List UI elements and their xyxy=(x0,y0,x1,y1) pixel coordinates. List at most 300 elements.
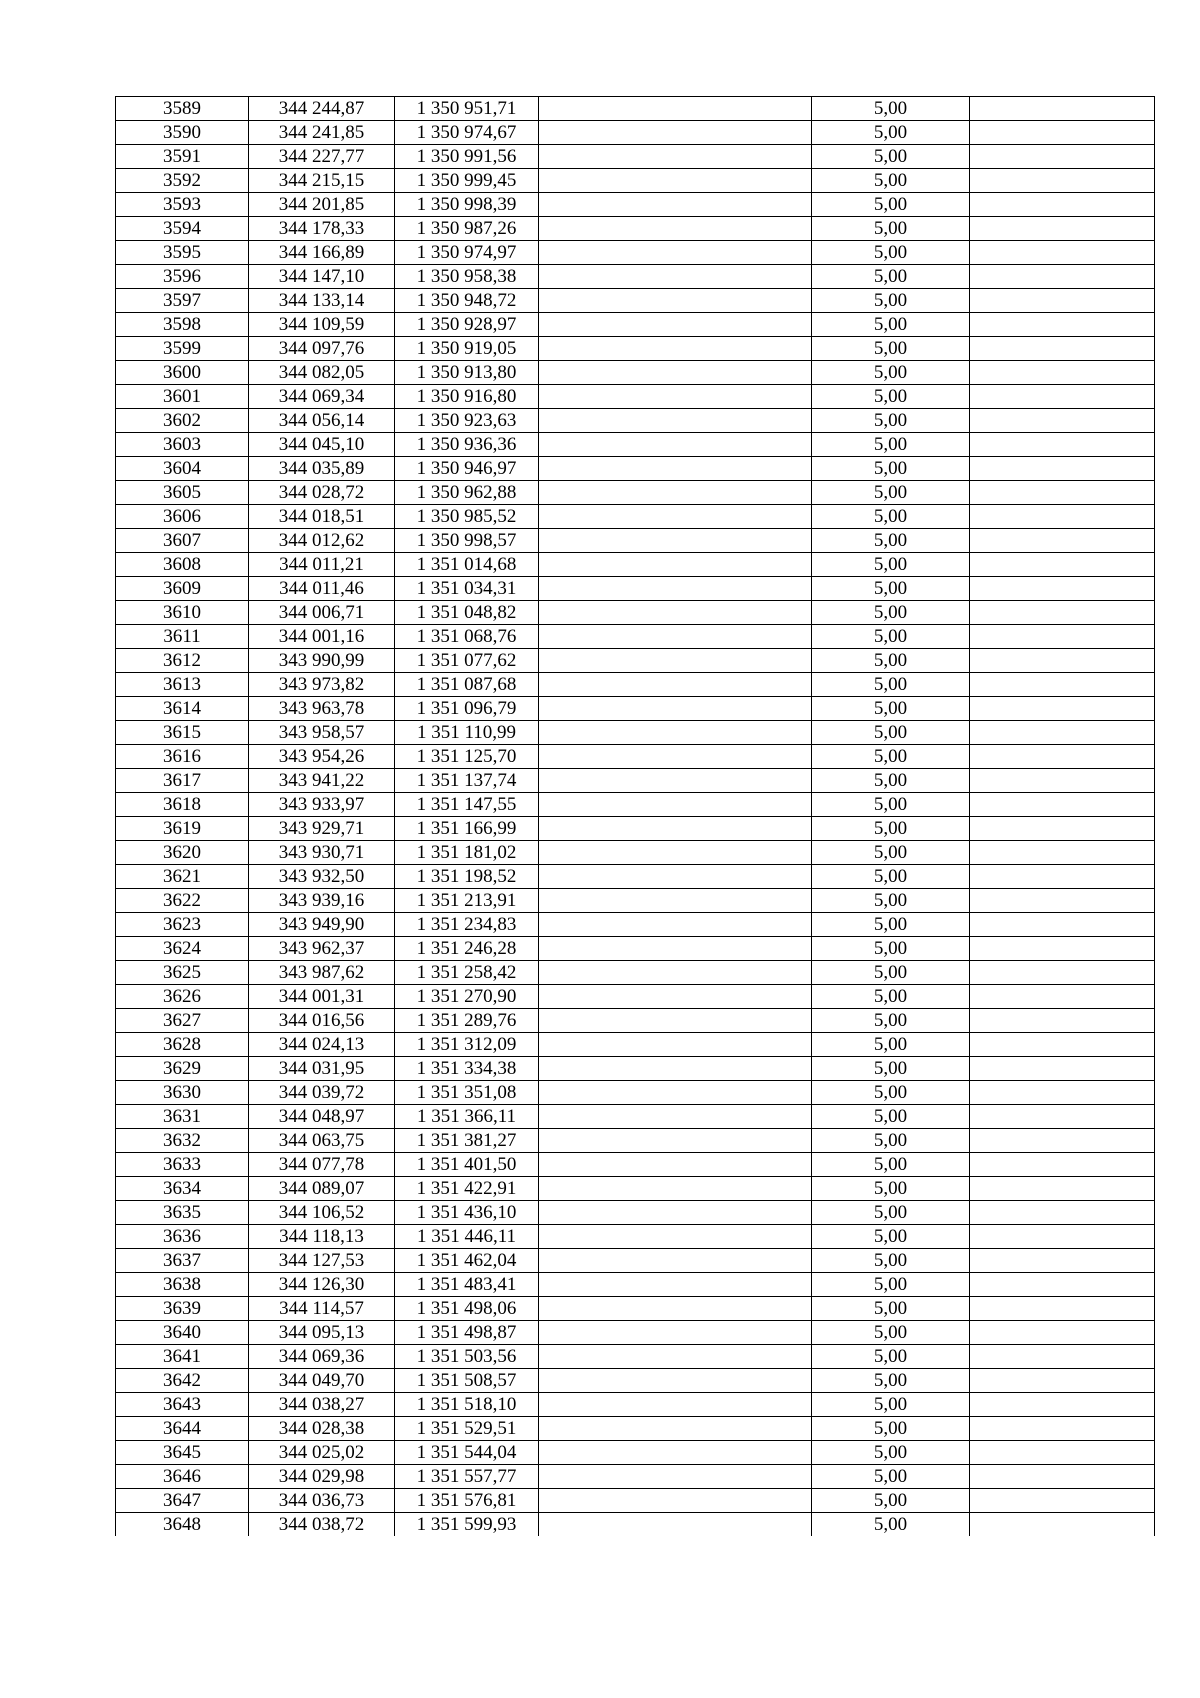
table-row xyxy=(116,433,1155,457)
empty-cell xyxy=(539,577,812,601)
value-cell: 5,00 xyxy=(812,433,970,457)
empty-cell xyxy=(970,1153,1155,1177)
empty-cell xyxy=(970,553,1155,577)
table-row xyxy=(116,601,1155,625)
empty-cell xyxy=(539,553,812,577)
value-cell: 5,00 xyxy=(812,913,970,937)
empty-cell xyxy=(970,481,1155,505)
empty-cell xyxy=(970,337,1155,361)
x-coordinate-cell: 344 227,77 xyxy=(249,145,395,169)
table-row xyxy=(116,1081,1155,1105)
x-coordinate-cell: 344 082,05 xyxy=(249,361,395,385)
table-row xyxy=(116,937,1155,961)
y-coordinate-cell: 1 351 381,27 xyxy=(395,1129,539,1153)
point-number-cell: 3590 xyxy=(116,121,249,145)
x-coordinate-cell: 344 001,31 xyxy=(249,985,395,1009)
y-coordinate-cell: 1 351 446,11 xyxy=(395,1225,539,1249)
empty-cell xyxy=(970,1489,1155,1513)
x-coordinate-cell: 343 939,16 xyxy=(249,889,395,913)
value-cell: 5,00 xyxy=(812,865,970,889)
empty-cell xyxy=(970,409,1155,433)
y-coordinate-cell: 1 351 422,91 xyxy=(395,1177,539,1201)
table-row xyxy=(116,1321,1155,1345)
value-cell: 5,00 xyxy=(812,793,970,817)
table-row xyxy=(116,505,1155,529)
x-coordinate-cell: 344 031,95 xyxy=(249,1057,395,1081)
empty-cell xyxy=(539,913,812,937)
point-number-cell: 3620 xyxy=(116,841,249,865)
x-coordinate-cell: 343 932,50 xyxy=(249,865,395,889)
empty-cell xyxy=(539,673,812,697)
table-row xyxy=(116,385,1155,409)
empty-cell xyxy=(539,769,812,793)
coordinates-table xyxy=(115,96,1155,1536)
y-coordinate-cell: 1 351 334,38 xyxy=(395,1057,539,1081)
value-cell: 5,00 xyxy=(812,721,970,745)
empty-cell xyxy=(970,289,1155,313)
point-number-cell: 3627 xyxy=(116,1009,249,1033)
x-coordinate-cell: 344 127,53 xyxy=(249,1249,395,1273)
empty-cell xyxy=(539,1249,812,1273)
y-coordinate-cell: 1 351 557,77 xyxy=(395,1465,539,1489)
point-number-cell: 3626 xyxy=(116,985,249,1009)
empty-cell xyxy=(970,889,1155,913)
y-coordinate-cell: 1 351 503,56 xyxy=(395,1345,539,1369)
x-coordinate-cell: 344 049,70 xyxy=(249,1369,395,1393)
table-row xyxy=(116,1057,1155,1081)
x-coordinate-cell: 344 133,14 xyxy=(249,289,395,313)
table-row xyxy=(116,97,1155,121)
y-coordinate-cell: 1 351 518,10 xyxy=(395,1393,539,1417)
empty-cell xyxy=(539,1033,812,1057)
point-number-cell: 3631 xyxy=(116,1105,249,1129)
x-coordinate-cell: 344 215,15 xyxy=(249,169,395,193)
x-coordinate-cell: 343 973,82 xyxy=(249,673,395,697)
table-row xyxy=(116,841,1155,865)
empty-cell xyxy=(970,769,1155,793)
point-number-cell: 3608 xyxy=(116,553,249,577)
empty-cell xyxy=(970,865,1155,889)
empty-cell xyxy=(970,1273,1155,1297)
x-coordinate-cell: 344 011,46 xyxy=(249,577,395,601)
empty-cell xyxy=(970,1201,1155,1225)
empty-cell xyxy=(539,505,812,529)
point-number-cell: 3616 xyxy=(116,745,249,769)
empty-cell xyxy=(539,1489,812,1513)
value-cell: 5,00 xyxy=(812,169,970,193)
x-coordinate-cell: 344 095,13 xyxy=(249,1321,395,1345)
y-coordinate-cell: 1 351 137,74 xyxy=(395,769,539,793)
point-number-cell: 3602 xyxy=(116,409,249,433)
point-number-cell: 3643 xyxy=(116,1393,249,1417)
empty-cell xyxy=(970,1513,1155,1537)
value-cell: 5,00 xyxy=(812,1129,970,1153)
empty-cell xyxy=(970,193,1155,217)
x-coordinate-cell: 343 941,22 xyxy=(249,769,395,793)
empty-cell xyxy=(539,745,812,769)
value-cell: 5,00 xyxy=(812,697,970,721)
y-coordinate-cell: 1 350 936,36 xyxy=(395,433,539,457)
table-row xyxy=(116,121,1155,145)
x-coordinate-cell: 344 006,71 xyxy=(249,601,395,625)
empty-cell xyxy=(970,841,1155,865)
empty-cell xyxy=(539,1201,812,1225)
empty-cell xyxy=(539,337,812,361)
point-number-cell: 3625 xyxy=(116,961,249,985)
empty-cell xyxy=(970,673,1155,697)
empty-cell xyxy=(970,385,1155,409)
empty-cell xyxy=(970,1297,1155,1321)
value-cell: 5,00 xyxy=(812,1465,970,1489)
value-cell: 5,00 xyxy=(812,1297,970,1321)
point-number-cell: 3614 xyxy=(116,697,249,721)
point-number-cell: 3642 xyxy=(116,1369,249,1393)
point-number-cell: 3605 xyxy=(116,481,249,505)
y-coordinate-cell: 1 351 034,31 xyxy=(395,577,539,601)
value-cell: 5,00 xyxy=(812,1033,970,1057)
value-cell: 5,00 xyxy=(812,625,970,649)
y-coordinate-cell: 1 350 987,26 xyxy=(395,217,539,241)
value-cell: 5,00 xyxy=(812,97,970,121)
table-row xyxy=(116,145,1155,169)
point-number-cell: 3634 xyxy=(116,1177,249,1201)
empty-cell xyxy=(539,1369,812,1393)
table-row xyxy=(116,1297,1155,1321)
value-cell: 5,00 xyxy=(812,1009,970,1033)
value-cell: 5,00 xyxy=(812,289,970,313)
y-coordinate-cell: 1 351 576,81 xyxy=(395,1489,539,1513)
table-row xyxy=(116,673,1155,697)
empty-cell xyxy=(539,721,812,745)
value-cell: 5,00 xyxy=(812,337,970,361)
point-number-cell: 3610 xyxy=(116,601,249,625)
x-coordinate-cell: 344 114,57 xyxy=(249,1297,395,1321)
value-cell: 5,00 xyxy=(812,889,970,913)
point-number-cell: 3599 xyxy=(116,337,249,361)
point-number-cell: 3607 xyxy=(116,529,249,553)
table-row xyxy=(116,1129,1155,1153)
x-coordinate-cell: 344 039,72 xyxy=(249,1081,395,1105)
empty-cell xyxy=(539,385,812,409)
value-cell: 5,00 xyxy=(812,1081,970,1105)
point-number-cell: 3622 xyxy=(116,889,249,913)
y-coordinate-cell: 1 351 366,11 xyxy=(395,1105,539,1129)
empty-cell xyxy=(539,961,812,985)
point-number-cell: 3613 xyxy=(116,673,249,697)
value-cell: 5,00 xyxy=(812,577,970,601)
empty-cell xyxy=(970,1081,1155,1105)
y-coordinate-cell: 1 351 599,93 xyxy=(395,1513,539,1537)
table-row xyxy=(116,289,1155,313)
y-coordinate-cell: 1 351 351,08 xyxy=(395,1081,539,1105)
table-row xyxy=(116,313,1155,337)
empty-cell xyxy=(539,793,812,817)
x-coordinate-cell: 344 038,27 xyxy=(249,1393,395,1417)
empty-cell xyxy=(970,361,1155,385)
value-cell: 5,00 xyxy=(812,1345,970,1369)
x-coordinate-cell: 344 001,16 xyxy=(249,625,395,649)
empty-cell xyxy=(970,97,1155,121)
x-coordinate-cell: 344 069,36 xyxy=(249,1345,395,1369)
empty-cell xyxy=(539,1129,812,1153)
table-row xyxy=(116,361,1155,385)
table-row xyxy=(116,1393,1155,1417)
table-row xyxy=(116,241,1155,265)
empty-cell xyxy=(539,289,812,313)
empty-cell xyxy=(970,1465,1155,1489)
point-number-cell: 3630 xyxy=(116,1081,249,1105)
x-coordinate-cell: 344 126,30 xyxy=(249,1273,395,1297)
table-row xyxy=(116,793,1155,817)
empty-cell xyxy=(539,1297,812,1321)
x-coordinate-cell: 343 963,78 xyxy=(249,697,395,721)
empty-cell xyxy=(970,1225,1155,1249)
empty-cell xyxy=(539,697,812,721)
empty-cell xyxy=(970,961,1155,985)
x-coordinate-cell: 344 063,75 xyxy=(249,1129,395,1153)
y-coordinate-cell: 1 350 985,52 xyxy=(395,505,539,529)
value-cell: 5,00 xyxy=(812,457,970,481)
x-coordinate-cell: 344 028,72 xyxy=(249,481,395,505)
value-cell: 5,00 xyxy=(812,409,970,433)
point-number-cell: 3635 xyxy=(116,1201,249,1225)
x-coordinate-cell: 344 244,87 xyxy=(249,97,395,121)
x-coordinate-cell: 344 089,07 xyxy=(249,1177,395,1201)
point-number-cell: 3600 xyxy=(116,361,249,385)
point-number-cell: 3589 xyxy=(116,97,249,121)
point-number-cell: 3648 xyxy=(116,1513,249,1537)
empty-cell xyxy=(539,1009,812,1033)
y-coordinate-cell: 1 350 946,97 xyxy=(395,457,539,481)
value-cell: 5,00 xyxy=(812,985,970,1009)
y-coordinate-cell: 1 351 077,62 xyxy=(395,649,539,673)
empty-cell xyxy=(539,817,812,841)
empty-cell xyxy=(539,193,812,217)
value-cell: 5,00 xyxy=(812,1249,970,1273)
table-row xyxy=(116,1105,1155,1129)
point-number-cell: 3624 xyxy=(116,937,249,961)
value-cell: 5,00 xyxy=(812,529,970,553)
empty-cell xyxy=(970,1249,1155,1273)
value-cell: 5,00 xyxy=(812,1513,970,1537)
empty-cell xyxy=(970,313,1155,337)
point-number-cell: 3645 xyxy=(116,1441,249,1465)
table-row xyxy=(116,1225,1155,1249)
empty-cell xyxy=(970,913,1155,937)
empty-cell xyxy=(539,433,812,457)
empty-cell xyxy=(970,1009,1155,1033)
y-coordinate-cell: 1 351 498,87 xyxy=(395,1321,539,1345)
y-coordinate-cell: 1 351 087,68 xyxy=(395,673,539,697)
empty-cell xyxy=(539,937,812,961)
x-coordinate-cell: 344 166,89 xyxy=(249,241,395,265)
value-cell: 5,00 xyxy=(812,1057,970,1081)
point-number-cell: 3596 xyxy=(116,265,249,289)
value-cell: 5,00 xyxy=(812,961,970,985)
value-cell: 5,00 xyxy=(812,145,970,169)
x-coordinate-cell: 344 048,97 xyxy=(249,1105,395,1129)
y-coordinate-cell: 1 351 508,57 xyxy=(395,1369,539,1393)
empty-cell xyxy=(970,1441,1155,1465)
value-cell: 5,00 xyxy=(812,1177,970,1201)
empty-cell xyxy=(539,1393,812,1417)
table-row xyxy=(116,1345,1155,1369)
point-number-cell: 3647 xyxy=(116,1489,249,1513)
point-number-cell: 3604 xyxy=(116,457,249,481)
value-cell: 5,00 xyxy=(812,265,970,289)
y-coordinate-cell: 1 350 951,71 xyxy=(395,97,539,121)
empty-cell xyxy=(970,601,1155,625)
value-cell: 5,00 xyxy=(812,1201,970,1225)
x-coordinate-cell: 344 012,62 xyxy=(249,529,395,553)
empty-cell xyxy=(539,1321,812,1345)
x-coordinate-cell: 343 933,97 xyxy=(249,793,395,817)
table-row xyxy=(116,1033,1155,1057)
x-coordinate-cell: 344 109,59 xyxy=(249,313,395,337)
point-number-cell: 3612 xyxy=(116,649,249,673)
point-number-cell: 3637 xyxy=(116,1249,249,1273)
y-coordinate-cell: 1 350 919,05 xyxy=(395,337,539,361)
x-coordinate-cell: 344 029,98 xyxy=(249,1465,395,1489)
empty-cell xyxy=(970,1393,1155,1417)
value-cell: 5,00 xyxy=(812,1441,970,1465)
empty-cell xyxy=(539,1273,812,1297)
empty-cell xyxy=(539,1177,812,1201)
value-cell: 5,00 xyxy=(812,673,970,697)
empty-cell xyxy=(970,433,1155,457)
empty-cell xyxy=(970,241,1155,265)
empty-cell xyxy=(970,265,1155,289)
value-cell: 5,00 xyxy=(812,193,970,217)
y-coordinate-cell: 1 350 998,57 xyxy=(395,529,539,553)
empty-cell xyxy=(539,1057,812,1081)
value-cell: 5,00 xyxy=(812,1417,970,1441)
value-cell: 5,00 xyxy=(812,481,970,505)
point-number-cell: 3640 xyxy=(116,1321,249,1345)
y-coordinate-cell: 1 350 974,97 xyxy=(395,241,539,265)
table-row xyxy=(116,1513,1155,1537)
value-cell: 5,00 xyxy=(812,241,970,265)
x-coordinate-cell: 344 178,33 xyxy=(249,217,395,241)
table-row xyxy=(116,625,1155,649)
table-row xyxy=(116,913,1155,937)
x-coordinate-cell: 344 038,72 xyxy=(249,1513,395,1537)
empty-cell xyxy=(539,841,812,865)
y-coordinate-cell: 1 351 246,28 xyxy=(395,937,539,961)
empty-cell xyxy=(539,457,812,481)
point-number-cell: 3636 xyxy=(116,1225,249,1249)
empty-cell xyxy=(539,865,812,889)
y-coordinate-cell: 1 351 258,42 xyxy=(395,961,539,985)
empty-cell xyxy=(970,577,1155,601)
point-number-cell: 3639 xyxy=(116,1297,249,1321)
table-row xyxy=(116,457,1155,481)
table-row xyxy=(116,865,1155,889)
empty-cell xyxy=(539,265,812,289)
y-coordinate-cell: 1 351 014,68 xyxy=(395,553,539,577)
y-coordinate-cell: 1 351 234,83 xyxy=(395,913,539,937)
empty-cell xyxy=(539,169,812,193)
empty-cell xyxy=(539,1153,812,1177)
empty-cell xyxy=(970,937,1155,961)
point-number-cell: 3619 xyxy=(116,817,249,841)
empty-cell xyxy=(970,145,1155,169)
empty-cell xyxy=(970,1417,1155,1441)
y-coordinate-cell: 1 351 096,79 xyxy=(395,697,539,721)
table-row xyxy=(116,265,1155,289)
x-coordinate-cell: 343 954,26 xyxy=(249,745,395,769)
point-number-cell: 3623 xyxy=(116,913,249,937)
value-cell: 5,00 xyxy=(812,361,970,385)
empty-cell xyxy=(970,217,1155,241)
x-coordinate-cell: 344 011,21 xyxy=(249,553,395,577)
value-cell: 5,00 xyxy=(812,1153,970,1177)
empty-cell xyxy=(970,745,1155,769)
point-number-cell: 3641 xyxy=(116,1345,249,1369)
point-number-cell: 3597 xyxy=(116,289,249,313)
empty-cell xyxy=(970,721,1155,745)
point-number-cell: 3603 xyxy=(116,433,249,457)
value-cell: 5,00 xyxy=(812,1273,970,1297)
point-number-cell: 3592 xyxy=(116,169,249,193)
y-coordinate-cell: 1 351 312,09 xyxy=(395,1033,539,1057)
value-cell: 5,00 xyxy=(812,937,970,961)
x-coordinate-cell: 344 028,38 xyxy=(249,1417,395,1441)
table-row xyxy=(116,817,1155,841)
y-coordinate-cell: 1 351 166,99 xyxy=(395,817,539,841)
table-row xyxy=(116,529,1155,553)
x-coordinate-cell: 344 069,34 xyxy=(249,385,395,409)
value-cell: 5,00 xyxy=(812,553,970,577)
y-coordinate-cell: 1 350 913,80 xyxy=(395,361,539,385)
table-row xyxy=(116,649,1155,673)
value-cell: 5,00 xyxy=(812,217,970,241)
value-cell: 5,00 xyxy=(812,505,970,529)
x-coordinate-cell: 343 949,90 xyxy=(249,913,395,937)
empty-cell xyxy=(539,889,812,913)
y-coordinate-cell: 1 351 110,99 xyxy=(395,721,539,745)
table-row xyxy=(116,193,1155,217)
y-coordinate-cell: 1 350 916,80 xyxy=(395,385,539,409)
y-coordinate-cell: 1 351 181,02 xyxy=(395,841,539,865)
empty-cell xyxy=(970,649,1155,673)
point-number-cell: 3633 xyxy=(116,1153,249,1177)
empty-cell xyxy=(539,649,812,673)
table-row xyxy=(116,745,1155,769)
point-number-cell: 3595 xyxy=(116,241,249,265)
empty-cell xyxy=(539,1417,812,1441)
x-coordinate-cell: 344 036,73 xyxy=(249,1489,395,1513)
y-coordinate-cell: 1 351 401,50 xyxy=(395,1153,539,1177)
y-coordinate-cell: 1 351 213,91 xyxy=(395,889,539,913)
value-cell: 5,00 xyxy=(812,313,970,337)
point-number-cell: 3606 xyxy=(116,505,249,529)
table-row xyxy=(116,721,1155,745)
value-cell: 5,00 xyxy=(812,385,970,409)
y-coordinate-cell: 1 350 998,39 xyxy=(395,193,539,217)
value-cell: 5,00 xyxy=(812,1225,970,1249)
y-coordinate-cell: 1 351 048,82 xyxy=(395,601,539,625)
y-coordinate-cell: 1 351 289,76 xyxy=(395,1009,539,1033)
value-cell: 5,00 xyxy=(812,817,970,841)
x-coordinate-cell: 343 958,57 xyxy=(249,721,395,745)
y-coordinate-cell: 1 351 436,10 xyxy=(395,1201,539,1225)
y-coordinate-cell: 1 351 198,52 xyxy=(395,865,539,889)
empty-cell xyxy=(970,1057,1155,1081)
table-row xyxy=(116,1153,1155,1177)
x-coordinate-cell: 344 106,52 xyxy=(249,1201,395,1225)
empty-cell xyxy=(539,361,812,385)
